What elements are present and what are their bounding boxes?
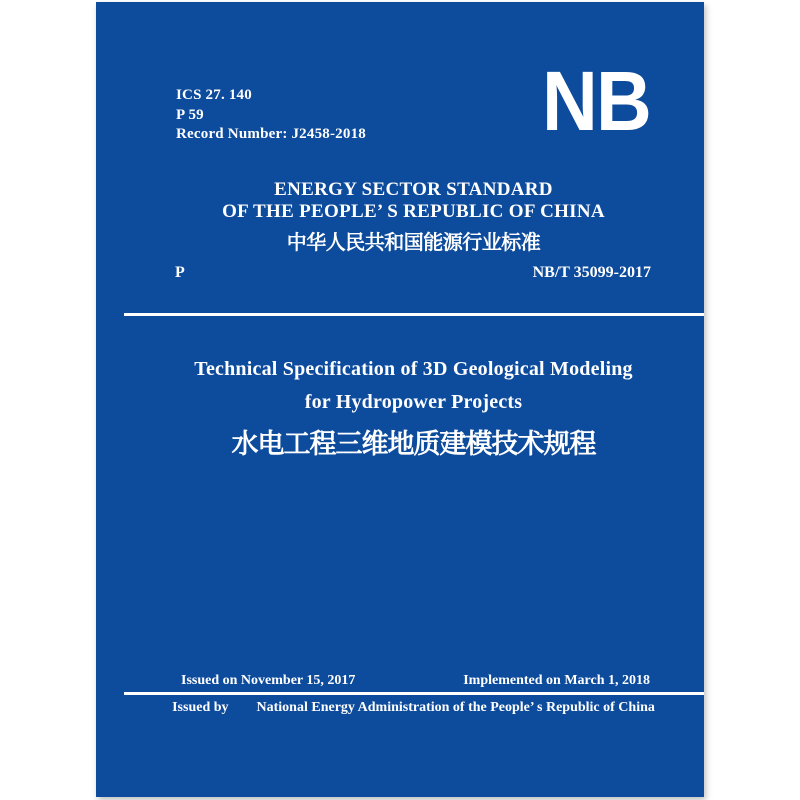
classification-block [176, 86, 366, 145]
ics-code: ICS 27. 140 [176, 87, 252, 103]
standard-code-row [175, 264, 651, 282]
issued-by-label: Issued by [172, 700, 229, 715]
title-chinese: 水电工程三维地质建模技术规程 [231, 429, 596, 459]
top-divider-rule [124, 313, 704, 316]
class-code: P 59 [176, 106, 204, 123]
issuer-row [124, 700, 703, 716]
dates-row [124, 673, 703, 689]
record-number: Record Number: J2458-2018 [176, 126, 366, 142]
title-english-line1: Technical Specification of 3D Geological Modeling [194, 358, 633, 380]
title-english-line2: for Hydropower Projects [304, 391, 523, 413]
nb-logo: NB [542, 54, 650, 148]
standard-type-line2: OF THE PEOPLE’ S REPUBLIC OF CHINA [222, 201, 605, 222]
class-letter: P [175, 264, 185, 281]
bottom-divider-rule [124, 692, 704, 695]
implemented-date: Implemented on March 1, 2018 [463, 673, 650, 688]
standard-type-line1: ENERGY SECTOR STANDARD [274, 179, 553, 200]
standard-type-chinese: 中华人民共和国能源行业标准 [286, 232, 541, 254]
issuer-name: National Energy Administration of the People’ s Republic of China [256, 700, 655, 715]
standard-number: NB/T 35099-2017 [532, 264, 651, 281]
standard-cover-page [96, 2, 704, 797]
issued-date: Issued on November 15, 2017 [181, 673, 356, 688]
